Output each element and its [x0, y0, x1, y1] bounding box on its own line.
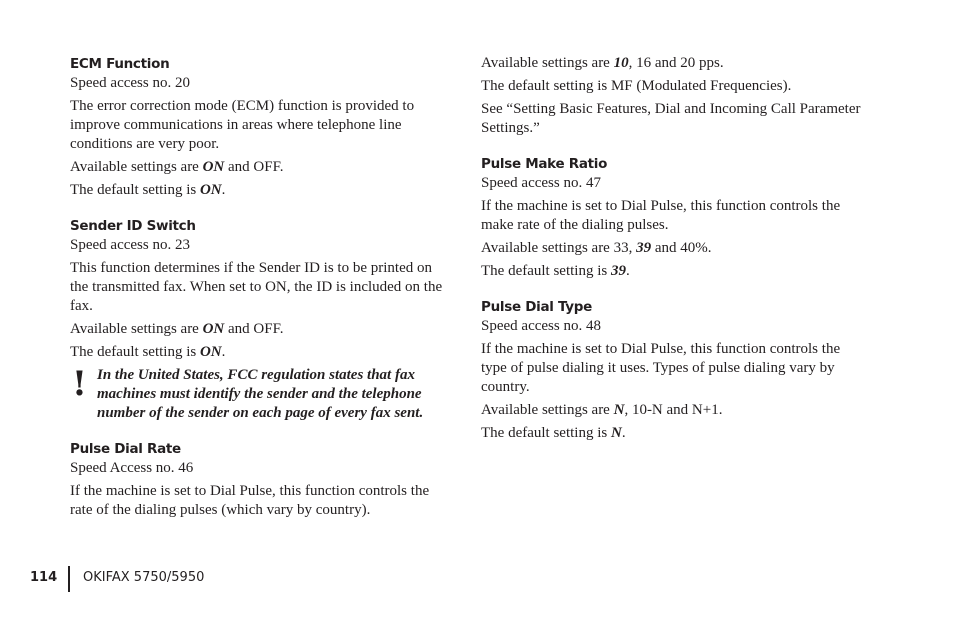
pulse-dial-rate-description: If the machine is set to Dial Pulse, this function controls the rate of the dialing pulses (which vary by country).: [70, 483, 430, 518]
pulse-make-ratio-speed-access: Speed access no. 47: [481, 175, 601, 191]
sender-id-heading: Sender ID Switch: [70, 218, 196, 234]
right-column: [481, 54, 865, 459]
ecm-speed-access: Speed access no. 20: [70, 75, 190, 91]
pulse-dial-rate-default-setting: The default setting is MF (Modulated Frequencies).: [481, 78, 792, 94]
ecm-function-heading: ECM Function: [70, 56, 170, 72]
pulse-make-ratio-available-settings: Available settings are 33, 39 and 40%.: [481, 240, 712, 256]
section-pulse-make-ratio: [481, 154, 865, 281]
ecm-default-setting: The default setting is ON.: [70, 182, 226, 198]
fcc-note-text: In the United States, FCC regulation states that fax machines must identify the sender and the telephone number of the sender on each page of every fax sent.: [97, 367, 424, 421]
section-pulse-dial-type: [481, 297, 865, 443]
footer-divider: [68, 566, 70, 592]
pulse-dial-type-speed-access: Speed access no. 48: [481, 318, 601, 334]
pulse-make-ratio-heading: Pulse Make Ratio: [481, 156, 608, 172]
section-pulse-dial-rate: [70, 439, 454, 520]
pulse-dial-type-description: If the machine is set to Dial Pulse, this function controls the type of pulse dialing it uses. Types of pulse dialing vary by country.: [481, 341, 841, 395]
ecm-description: The error correction mode (ECM) function is provided to improve communications in areas where telephone line conditions are very poor.: [70, 98, 415, 152]
ecm-available-settings: Available settings are ON and OFF.: [70, 159, 284, 175]
section-sender-id-switch: [70, 216, 454, 423]
pulse-make-ratio-default-setting: The default setting is 39.: [481, 263, 630, 279]
sender-id-available-settings: Available settings are ON and OFF.: [70, 321, 284, 337]
pulse-dial-rate-see-reference: See “Setting Basic Features, Dial and Incoming Call Parameter Settings.”: [481, 101, 861, 136]
pulse-dial-rate-available-settings: Available settings are 10, 16 and 20 pps.: [481, 55, 724, 71]
pulse-dial-type-default-setting: The default setting is N.: [481, 425, 626, 441]
sender-id-description: This function determines if the Sender ID is to be printed on the transmitted fax. When set to ON, the ID is included on the fax.: [70, 260, 443, 314]
pulse-make-ratio-description: If the machine is set to Dial Pulse, this function controls the make rate of the dialing pulses.: [481, 198, 841, 233]
product-name: OKIFAX 5750/5950: [83, 570, 205, 585]
sender-id-speed-access: Speed access no. 23: [70, 237, 190, 253]
pulse-dial-rate-speed-access: Speed Access no. 46: [70, 460, 194, 476]
exclamation-icon: !: [72, 364, 87, 404]
page-number: 114: [30, 570, 58, 585]
pulse-dial-type-available-settings: Available settings are N, 10-N and N+1.: [481, 402, 723, 418]
pulse-dial-rate-heading: Pulse Dial Rate: [70, 441, 181, 457]
fcc-note: [70, 366, 454, 423]
page-footer: [0, 566, 954, 592]
section-pulse-dial-rate-continued: [481, 54, 865, 138]
sender-id-default-setting: The default setting is ON.: [70, 344, 226, 360]
left-column: [70, 54, 454, 536]
section-ecm-function: [70, 54, 454, 200]
pulse-dial-type-heading: Pulse Dial Type: [481, 299, 593, 315]
